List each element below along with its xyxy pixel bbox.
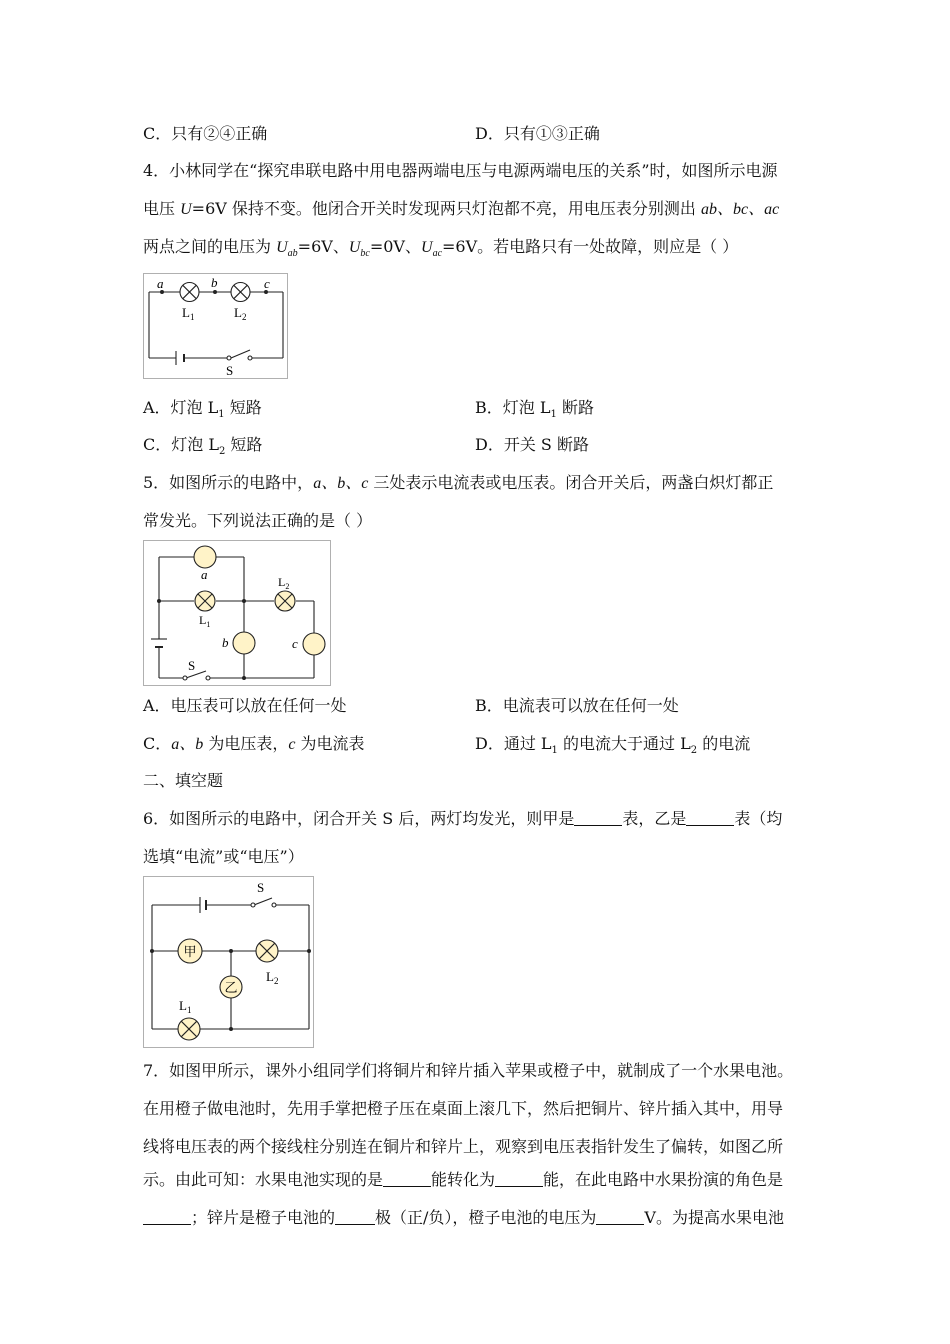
q6-label-s: S bbox=[257, 880, 265, 895]
q5-label-l1: $L_1$ bbox=[199, 613, 211, 629]
q5-option-b: B．电流表可以放在任何一处 bbox=[475, 696, 679, 715]
q7-blank-5 bbox=[596, 1208, 644, 1225]
q7-blank-1 bbox=[383, 1170, 431, 1187]
q5-line2: 常发光。下列说法正确的是（ ） bbox=[143, 511, 373, 530]
q7-line2: 在用橙子做电池时，先用手掌把橙子压在桌面上滚几下，然后把铜片、锌片插入其中，用导 bbox=[143, 1099, 784, 1118]
q5-line1: 5．如图所示的电路中，a、b、c 三处表示电流表或电压表。闭合开关后，两盏白炽灯都正 bbox=[143, 473, 774, 492]
q4-line1: 4．小林同学在“探究串联电路中用电器两端电压与电源两端电压的关系”时，如图所示电源 bbox=[143, 161, 778, 180]
q6-line1: 6．如图所示的电路中，闭合开关 S 后，两灯均发光，则甲是 表，乙是 表（均 bbox=[143, 809, 783, 828]
q4-option-c: C．灯泡 $L_2$ 短路 bbox=[143, 435, 263, 458]
q4-label-l2: $L_2$ bbox=[234, 305, 247, 322]
q5-label-a: a bbox=[201, 567, 208, 582]
q5-label-l2: $L_2$ bbox=[278, 575, 290, 591]
q4-option-b: B．灯泡 $L_1$ 断路 bbox=[475, 398, 594, 421]
q6-blank-jia bbox=[574, 809, 622, 826]
q6-label-l1: $L_1$ bbox=[179, 998, 192, 1015]
q4-circuit-figure bbox=[143, 273, 288, 379]
q5-lamp-l2 bbox=[275, 591, 295, 611]
q3-option-c: C．只有②④正确 bbox=[143, 124, 268, 143]
q6-lamp-l2 bbox=[256, 940, 278, 962]
q6-label-l2: $L_2$ bbox=[266, 969, 279, 986]
q7-blank-4 bbox=[335, 1208, 375, 1225]
q5-option-c: C．a、b 为电压表，c 为电流表 bbox=[143, 734, 365, 753]
q4-label-a: a bbox=[157, 276, 164, 291]
q7-line5: ；锌片是橙子电池的 极（正/负），橙子电池的电压为 V。为提高水果电池 bbox=[143, 1207, 784, 1229]
q5-label-s: S bbox=[188, 658, 196, 673]
q6-line2: 选填“电流”或“电压”） bbox=[143, 847, 304, 866]
q5-lamp-l1 bbox=[195, 591, 215, 611]
q6-blank-yi bbox=[686, 809, 734, 826]
q5-circuit-figure bbox=[143, 540, 331, 686]
q4-lamp-l2 bbox=[231, 283, 250, 302]
q4-lamp-l1 bbox=[180, 283, 199, 302]
q5-label-c: c bbox=[292, 636, 298, 651]
q4-label-c: c bbox=[264, 276, 270, 291]
q4-option-a: A．灯泡 $L_1$ 短路 bbox=[143, 398, 262, 421]
q5-meter-a bbox=[194, 546, 216, 568]
q6-circuit-figure bbox=[143, 876, 314, 1048]
q5-label-b: b bbox=[222, 635, 229, 650]
q7-blank-2 bbox=[495, 1170, 543, 1187]
q6-label-yi: 乙 bbox=[224, 981, 238, 996]
q6-lamp-l1 bbox=[178, 1018, 200, 1040]
q5-meter-b bbox=[233, 632, 255, 654]
q3-option-d: D．只有①③正确 bbox=[475, 124, 600, 143]
section-heading: 二、填空题 bbox=[143, 771, 224, 790]
q6-label-jia: 甲 bbox=[183, 945, 197, 960]
q4-label-l1: $L_1$ bbox=[182, 305, 195, 322]
q7-line4: 示。由此可知：水果电池实现的是 能转化为 能，在此电路中水果扮演的角色是 bbox=[143, 1170, 784, 1189]
q5-option-a: A．电压表可以放在任何一处 bbox=[143, 696, 347, 715]
q4-label-b: b bbox=[211, 275, 218, 290]
q4-line2: 电压 U=6V 保持不变。他闭合开关时发现两只灯泡都不亮，用电压表分别测出 ab、bc、ac bbox=[143, 199, 780, 218]
q4-line3: 两点之间的电压为 $U_{ab}=6V$、$U_{bc}=0V$、$U_{ac}=6V$。若电路只有一处故障，则应是（ ） bbox=[143, 237, 739, 260]
q5-option-d: D．通过 $L_1$ 的电流大于通过 $L_2$ 的电流 bbox=[475, 734, 751, 757]
q4-label-s: S bbox=[226, 363, 234, 378]
q7-blank-3 bbox=[143, 1208, 191, 1225]
q4-option-d: D．开关 S 断路 bbox=[475, 435, 589, 454]
q7-line3: 线将电压表的两个接线柱分别连在铜片和锌片上，观察到电压表指针发生了偏转，如图乙所 bbox=[143, 1137, 784, 1156]
q5-meter-c bbox=[303, 633, 325, 655]
q7-line1: 7．如图甲所示，课外小组同学们将铜片和锌片插入苹果或橙子中，就制成了一个水果电池。 bbox=[143, 1061, 794, 1080]
